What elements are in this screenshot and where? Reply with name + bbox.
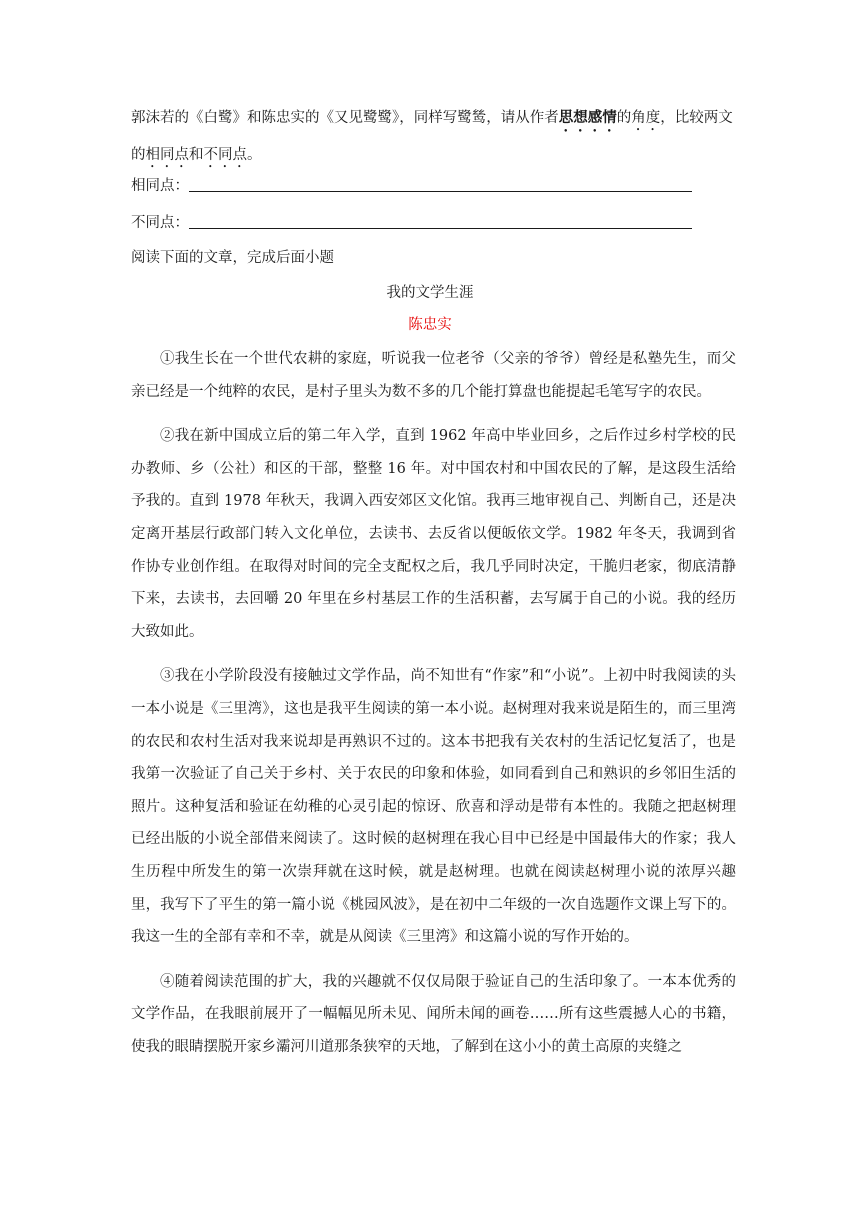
answer-line-same[interactable]: [131, 171, 189, 201]
question-text: 的: [616, 110, 632, 126]
article-title: 我的文学生涯: [386, 285, 474, 301]
question-text: 。: [247, 147, 262, 163]
comparison-question: [131, 99, 736, 174]
answer-underline: [189, 191, 692, 192]
question-text: 郭沫若的《白鹭》和陈忠实的《又见鹭鹭》，同样写鹭鸶，请从作者: [131, 110, 559, 126]
question-emphasis: 角度: [631, 110, 661, 126]
answer-line-diff[interactable]: [131, 208, 189, 238]
paragraph-2: ②我在新中国成立后的第二年入学，直到 1962 年高中毕业回乡，之后作过乡村学校的民办教师、乡（公社）和区的干部，整整 16 年。对中国农村和中国农民的了解，是这段生活给予我的。直到 1978 年秋天，我调入西安郊区文化馆。我再三地审视自己、判断自己，还是决定离开基层行政部门转入文化单位，去读书、去反省以便皈依文学。1982 年冬天，我调到省作协专业创作组。在取得对时间的完全支配权之后，我几乎同时决定，干脆归老家，彻底清静下来，去读书，去回嚼 20 年里在乡村基层工作的生活积蓄，去写属于自己的小说。我的经历大致如此。: [131, 428, 736, 640]
article-body: [131, 343, 736, 1075]
same-label: 相同点：: [131, 178, 189, 194]
question-emphasis: 思想感情: [558, 109, 617, 126]
question-text: 和: [189, 147, 204, 163]
article-author: 陈忠实: [408, 317, 452, 333]
paragraph-4: ④随着阅读范围的扩大，我的兴趣就不仅仅局限于验证自己的生活印象了。一本本优秀的文学作品，在我眼前展开了一幅幅见所未见、闻所未闻的画卷……所有这些震撼人心的书籍，使我的眼睛摆脱开家乡灞河川道那条狭窄的天地，了解到在这小小的黄土高原的夹缝之: [131, 973, 736, 1055]
diff-label: 不同点：: [131, 215, 189, 231]
question-emphasis: 不同点: [203, 147, 247, 163]
paragraph-1: ①我生长在一个世代农耕的家庭，听说我一位老爷（父亲的爷爷）曾经是私塾先生，而父亲已经是一个纯粹的农民，是村子里头为数不多的几个能打算盘也能提起毛笔写字的农民。: [131, 351, 736, 400]
answer-underline: [189, 228, 692, 229]
reading-instruction: 阅读下面的文章，完成后面小题: [131, 250, 334, 266]
question-emphasis: 相同点: [145, 147, 189, 163]
question-text: ，比较两文的: [131, 110, 733, 163]
paragraph-3: ③我在小学阶段没有接触过文学作品，尚不知世有“作家”和“小说”。上初中时我阅读的头一本小说是《三里湾》，这也是我平生阅读的第一本小说。赵树理对我来说是陌生的，而三里湾的农民和农村生活对我来说却是再熟识不过的。这本书把我有关农村的生活记忆复活了，也是我第一次验证了自己关于乡村、关于农民的印象和体验，如同看到自己和熟识的乡邻旧生活的照片。这种复活和验证在幼稚的心灵引起的惊讶、欣喜和浮动是带有本性的。我随之把赵树理已经出版的小说全部借来阅读了。这时候的赵树理在我心目中已经是中国最伟大的作家；我人生历程中所发生的第一次崇拜就在这时候，就是赵树理。也就在阅读赵树理小说的浓厚兴趣里，我写下了平生的第一篇小说《桃园风波》，是在初中二年级的一次自选题作文课上写下的。我这一生的全部有幸和不幸，就是从阅读《三里湾》和这篇小说的写作开始的。: [131, 668, 736, 946]
